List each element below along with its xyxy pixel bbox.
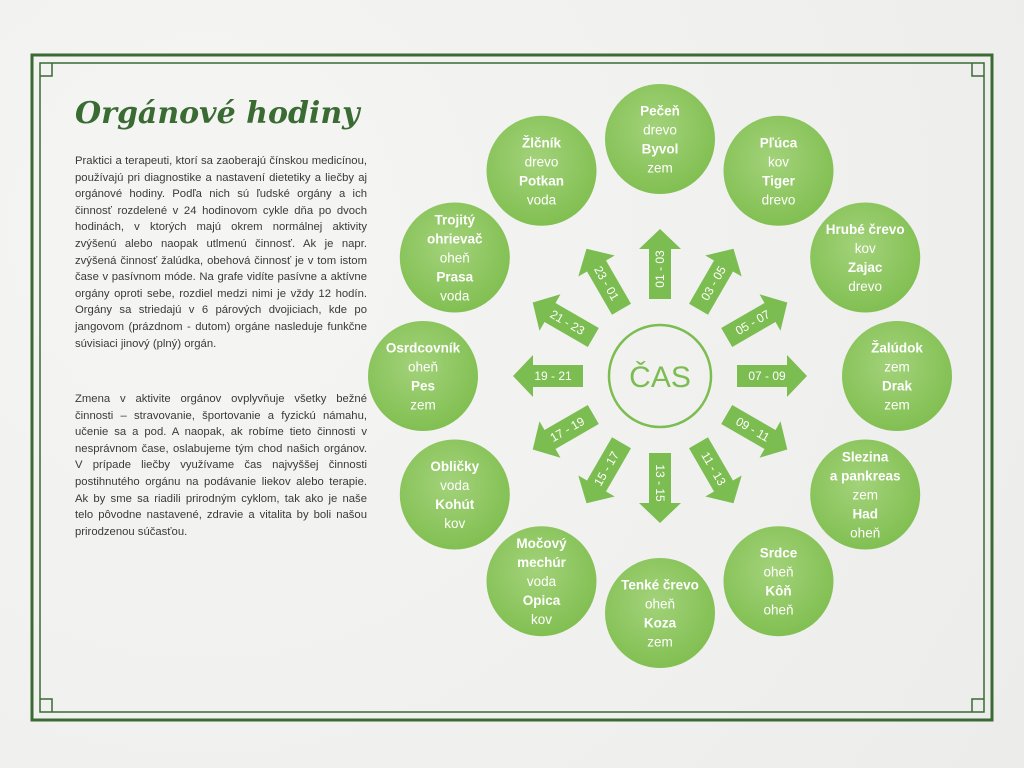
organ-element-label: kov bbox=[444, 516, 466, 531]
organ-element-label: oheň bbox=[763, 564, 794, 580]
organ-element-label: voda bbox=[440, 288, 470, 304]
organ-element-label: oheň bbox=[850, 525, 881, 541]
organ-name-label: Žalúdok bbox=[871, 340, 923, 356]
time-range-label: 01 - 03 bbox=[653, 250, 667, 288]
organ-name-label: Tenké črevo bbox=[621, 577, 699, 593]
organ-circle-shape bbox=[842, 321, 952, 431]
time-range-label: 21 - 23 bbox=[547, 307, 587, 338]
time-range-label: 05 - 07 bbox=[733, 307, 773, 338]
time-range-label: 09 - 11 bbox=[733, 414, 772, 445]
organ-name-label: Žlčník bbox=[521, 135, 562, 151]
organ-circle-shape bbox=[368, 321, 478, 431]
page-title: Orgánové hodiny bbox=[75, 96, 360, 131]
organ-circle bbox=[724, 116, 834, 226]
time-range-label: 11 - 13 bbox=[698, 449, 729, 488]
organ-element-label: voda bbox=[440, 478, 470, 493]
organ-element-label: oheň bbox=[407, 359, 439, 375]
organ-element-label: oheň bbox=[763, 602, 794, 618]
organ-circle bbox=[400, 440, 510, 550]
time-range-label: 15 - 17 bbox=[591, 449, 622, 489]
organ-name-label: Pľúca bbox=[759, 135, 798, 151]
organ-name-label: Pečeň bbox=[640, 103, 680, 119]
organ-name-label: Pes bbox=[410, 378, 436, 394]
organ-circle bbox=[487, 116, 597, 226]
organ-name-label: Močový bbox=[516, 536, 567, 552]
organ-circle-shape bbox=[724, 526, 834, 636]
center-clock bbox=[609, 325, 711, 427]
time-range-label: 17 - 19 bbox=[547, 414, 587, 445]
organ-name-label: Obličky bbox=[430, 459, 480, 474]
time-range-label: 19 - 21 bbox=[534, 369, 572, 383]
organ-element-label: kov bbox=[854, 241, 876, 256]
organ-circle-shape bbox=[605, 558, 715, 668]
organ-circle bbox=[842, 321, 952, 431]
organ-element-label: drevo bbox=[848, 279, 883, 294]
time-range-label: 03 - 05 bbox=[698, 263, 729, 303]
intro-paragraph: Praktici a terapeuti, ktorí sa zaoberajú čínskou medicínou, používajú pri diagnostike a nastavení dietetiky a liečby aj orgánové hodiny. Podľa nich sú ľudské orgány a ich činnosť rozdelené v 24 hodinovom cykle dňa po dvoch hodinách, v ktorých majú okrem normálnej aktivity zvýšenú alebo naopak utlmenú činnosť. Ak je napr. zvýšená činnosť žalúdka, obehová činnosť je v tom istom čase v pasívnom móde. Na grafe vidíte pasívne a aktívne orgány oproti sebe, rozdiel medzi nimi je vždy 12 hodín. Orgány sa striedajú v 6 párových dvojiciach, kde po jangovom (prázdnom - dutom) orgáne nasleduje funkčne súvisiaci jinový (plný) orgán. bbox=[75, 155, 367, 350]
organ-name-label: Kohút bbox=[435, 497, 475, 512]
activity-paragraph: Zmena v aktivite orgánov ovplyvňuje všetky bežné činnosti – stravovanie, športovanie a fyzickú námahu, učenie sa a pod. A naopak, ak robíme tieto činnosti v nesprávnom čase, oslabujeme tým chod našich orgánov. V prípade liečby využívame čas najvyššej činnosti postihnutého orgánu na podávanie liekov alebo terapie. Ak by sme sa riadili prirodným cyklom, tak ako je naše telo pôvodne nastavené, zdravie a vitalita by boli našou prirodzenou súčasťou. bbox=[75, 393, 367, 538]
organ-name-label: Zajac bbox=[847, 260, 883, 275]
organ-name-label: ohrievač bbox=[427, 231, 483, 247]
time-range-label: 13 - 15 bbox=[653, 464, 667, 502]
organ-element-label: drevo bbox=[643, 122, 677, 138]
organ-name-label: Byvol bbox=[641, 141, 679, 157]
organ-circle bbox=[810, 203, 920, 313]
organ-element-label: kov bbox=[530, 612, 553, 628]
organ-element-label: drevo bbox=[761, 192, 796, 208]
organ-element-label: oheň bbox=[439, 250, 470, 266]
organ-circle-shape bbox=[724, 116, 834, 226]
organ-element-label: zem bbox=[410, 397, 436, 413]
organ-element-label: zem bbox=[647, 160, 673, 176]
organ-circle bbox=[368, 321, 478, 431]
organ-circle-shape bbox=[810, 203, 920, 313]
organ-element-label: zem bbox=[647, 634, 673, 650]
organ-name-label: Osrdcovník bbox=[385, 340, 461, 356]
center-label: ČAS bbox=[629, 361, 691, 394]
organ-name-label: mechúr bbox=[517, 555, 566, 571]
organ-name-label: Prasa bbox=[436, 269, 474, 285]
organ-name-label: Tiger bbox=[762, 173, 795, 189]
organ-name-label: Potkan bbox=[518, 173, 565, 189]
organ-element-label: zem bbox=[884, 359, 910, 375]
organ-name-label: Trojitý bbox=[434, 212, 476, 228]
organ-element-label: voda bbox=[526, 574, 557, 590]
organ-name-label: Opica bbox=[522, 593, 561, 609]
organ-name-label: Koza bbox=[643, 615, 677, 631]
organ-name-label: Srdce bbox=[759, 545, 798, 561]
organ-circle bbox=[605, 558, 715, 668]
organ-circle bbox=[400, 203, 510, 313]
organ-name-label: Drak bbox=[881, 378, 913, 394]
organ-element-label: drevo bbox=[524, 154, 559, 170]
organ-circle bbox=[605, 84, 715, 194]
organ-name-label: Kôň bbox=[765, 583, 792, 599]
time-range-label: 23 - 01 bbox=[591, 263, 622, 303]
organ-name-label: Slezina bbox=[841, 449, 889, 465]
organ-name-label: Had bbox=[852, 506, 878, 522]
organ-circle bbox=[487, 526, 597, 636]
organ-element-label: voda bbox=[526, 192, 557, 208]
organ-element-label: oheň bbox=[644, 596, 676, 612]
organ-element-label: zem bbox=[852, 487, 878, 503]
organ-element-label: zem bbox=[884, 397, 910, 413]
organ-circle-shape bbox=[605, 84, 715, 194]
organ-circle-shape bbox=[400, 440, 510, 550]
organ-circle-shape bbox=[487, 116, 597, 226]
organ-name-label: Hrubé črevo bbox=[825, 222, 905, 237]
time-range-label: 07 - 09 bbox=[748, 369, 786, 383]
organ-element-label: kov bbox=[767, 154, 790, 170]
organ-circle bbox=[724, 526, 834, 636]
organ-circle bbox=[810, 440, 920, 550]
organ-name-label: a pankreas bbox=[829, 468, 901, 484]
